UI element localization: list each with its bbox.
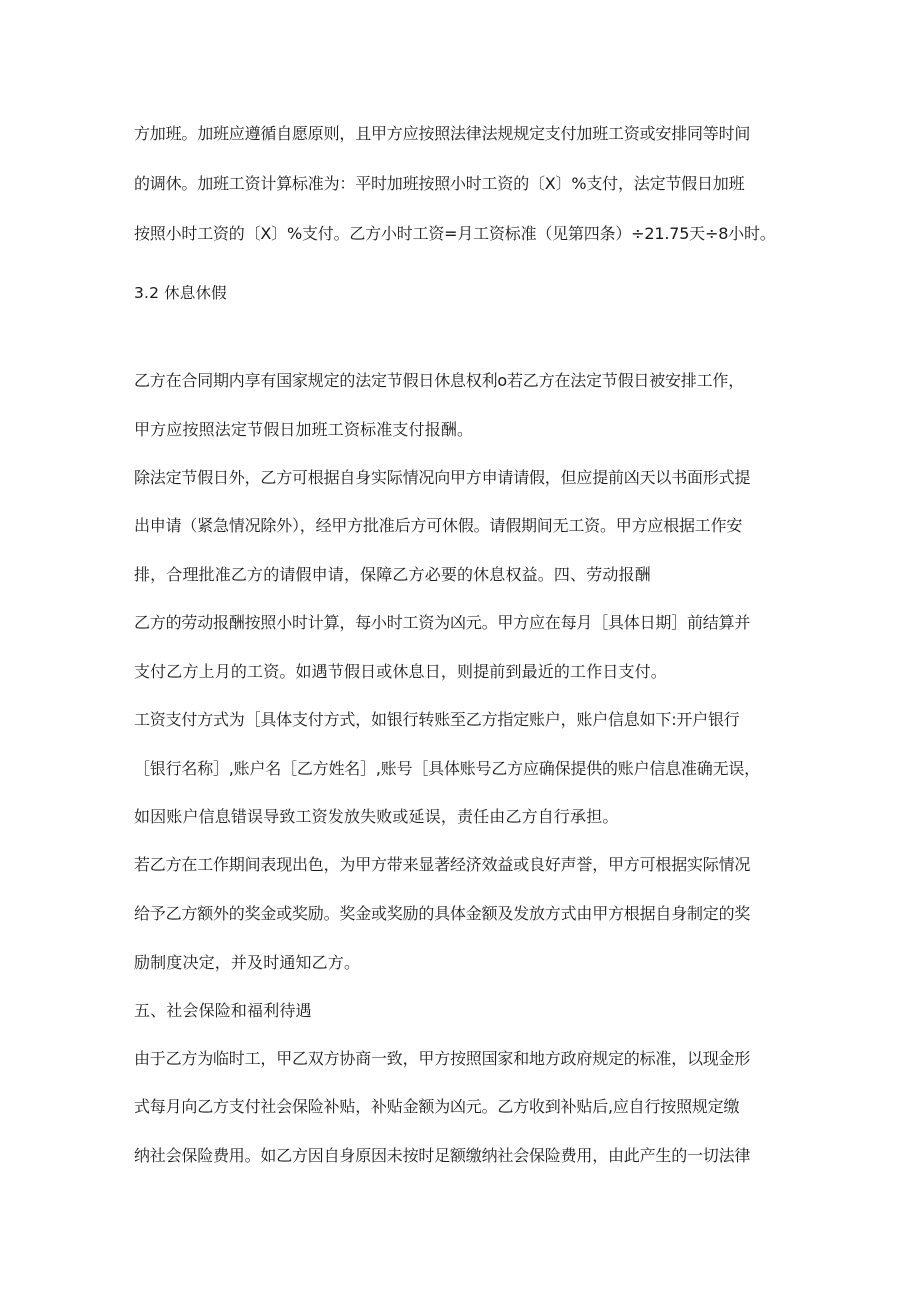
paragraph-line: 乙方的劳动报酬按照小时计算，每小时工资为凶元。甲方应在每月［具体日期］前结算并 bbox=[134, 613, 751, 632]
paragraph-line: 出申请（紧急情况除外），经甲方批准后方可休假。请假期间无工资。甲方应根据工作安 bbox=[134, 516, 743, 535]
paragraph-line: ［银行名称］,账户名［乙方姓名］,账号［具体账号乙方应确保提供的账户信息准确无误， bbox=[134, 759, 760, 778]
paragraph-line: 励制度决定，并及时通知乙方。 bbox=[134, 953, 361, 972]
paragraph-line: 纳社会保险费用。如乙方因自身原因未按时足额缴纳社会保险费用，由此产生的一切法律 bbox=[134, 1146, 751, 1165]
paragraph-line: 甲方应按照法定节假日加班工资标准支付报酬。 bbox=[134, 420, 474, 439]
paragraph-line: 乙方在合同期内享有国家规定的法定节假日休息权利o若乙方在法定节假日被安排工作， bbox=[134, 371, 744, 390]
paragraph-line: 由于乙方为临时工，甲乙双方协商一致，甲方按照国家和地方政府规定的标准，以现金形 bbox=[134, 1049, 751, 1068]
paragraph-line: 工资支付方式为［具体支付方式，如银行转账至乙方指定账户，账户信息如下:开户银行 bbox=[134, 710, 740, 729]
section-heading: 3.2 休息休假 bbox=[134, 284, 227, 302]
paragraph-line: 式每月向乙方支付社会保险补贴，补贴金额为凶元。乙方收到补贴后,应自行按照规定缴 bbox=[134, 1097, 740, 1116]
paragraph-line: 如因账户信息错误导致工资发放失败或延误，责任由乙方自行承担。 bbox=[134, 807, 619, 826]
paragraph-line: 排，合理批准乙方的请假申请，保障乙方必要的休息权益。四、劳动报酬 bbox=[134, 565, 651, 584]
paragraph-line: 方加班。加班应遵循自愿原则，且甲方应按照法律法规规定支付加班工资或安排同等时间 bbox=[134, 124, 751, 143]
paragraph-line: 按照小时工资的〔X〕%支付。乙方小时工资=月工资标准（见第四条）÷21.75天÷8小时。 bbox=[134, 224, 776, 243]
paragraph-line: 若乙方在工作期间表现出色，为甲方带来显著经济效益或良好声誉，甲方可根据实际情况 bbox=[134, 855, 751, 874]
section-heading: 五、社会保险和福利待遇 bbox=[134, 1001, 312, 1020]
paragraph-line: 给予乙方额外的奖金或奖励。奖金或奖励的具体金额及发放方式由甲方根据自身制定的奖 bbox=[134, 904, 751, 923]
paragraph-line: 支付乙方上月的工资。如遇节假日或休息日，则提前到最近的工作日支付。 bbox=[134, 662, 667, 681]
paragraph-line: 除法定节假日外，乙方可根据自身实际情况向甲方申请请假，但应提前凶天以书面形式提 bbox=[134, 468, 751, 487]
paragraph-line: 的调休。加班工资计算标准为：平时加班按照小时工资的〔X〕%支付，法定节假日加班 bbox=[134, 174, 745, 193]
